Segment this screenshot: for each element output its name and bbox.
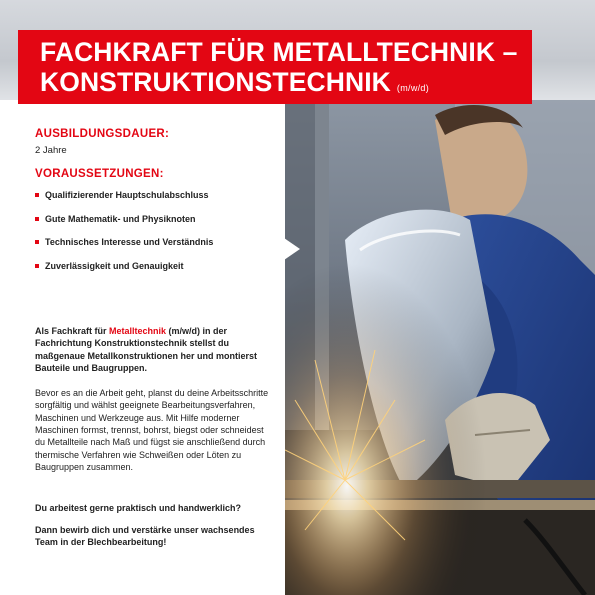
requirement-item: Gute Mathematik- und Physiknoten xyxy=(35,214,285,238)
title-banner xyxy=(18,30,532,104)
description-paragraph: Bevor es an die Arbeit geht, planst du deine Arbeitsschritte sorgfältig und wählst geeignete Bearbeitungsverfahren, Maschinen und Werkzeuge aus. Mit Hilfe moderner Maschinen formst, trennst, bohrst, biegst oder schneidest du Metallteile nach Maß und fügst sie anschließend durch thermische Verfahren wie Schweißen oder Löten zu Baugruppen zusammen. xyxy=(35,388,269,472)
requirement-item: Zuverlässigkeit und Genauigkeit xyxy=(35,261,285,285)
welder-photo xyxy=(285,100,595,595)
photo-pointer-arrow xyxy=(284,238,300,260)
requirement-item: Qualifizierender Hauptschulabschluss xyxy=(35,190,285,214)
page-title-line-2-text: KONSTRUKTIONSTECHNIK xyxy=(40,67,391,97)
page-title-line-1: FACHKRAFT FÜR METALLTECHNIK – xyxy=(40,37,518,67)
intro-part-1: Als Fachkraft für xyxy=(35,326,110,336)
requirements-list xyxy=(35,190,285,284)
requirement-item: Technisches Interesse und Verständnis xyxy=(35,237,285,261)
intro-highlight: Metalltechnik xyxy=(109,326,167,336)
requirements-heading: VORAUSSETZUNGEN: xyxy=(35,168,164,180)
question-text: Du arbeitest gerne praktisch und handwerklich? xyxy=(35,503,242,513)
intro-paragraph xyxy=(35,325,273,374)
gender-suffix: (m/w/d) xyxy=(396,83,430,93)
welder-illustration xyxy=(285,100,595,595)
intro-part-2: (m/w/d) in der Fachrichtung Konstruktionstechnik stellst du maßgenaue Metallkonstruktionen her und montierst Bauteile und Baugruppen. xyxy=(35,326,258,373)
duration-value: 2 Jahre xyxy=(35,145,67,156)
duration-heading: AUSBILDUNGSDAUER: xyxy=(35,128,170,140)
call-to-action: Dann bewirb dich und verstärke unser wachsendes Team in der Blechbearbeitung! xyxy=(35,525,255,548)
page-title-line-2 xyxy=(40,69,429,96)
